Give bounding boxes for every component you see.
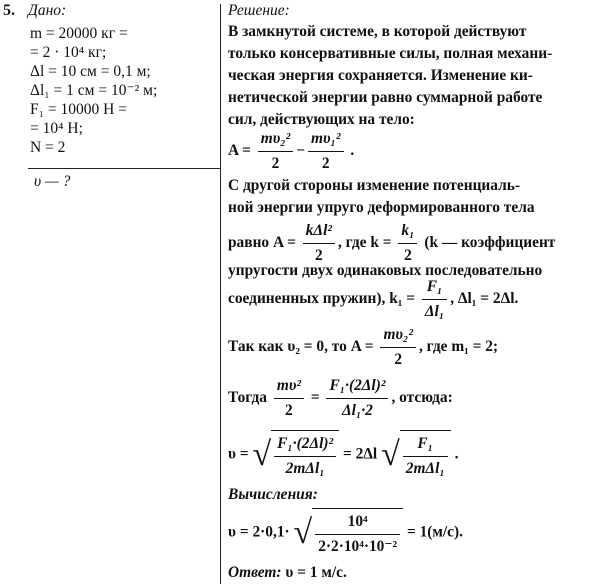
denominator: 2 [271,155,280,172]
radicand [271,430,339,480]
formula-work [228,128,354,175]
formula-text: , где k = [337,234,392,252]
fraction [403,433,448,480]
fraction [315,511,400,558]
given-line: Δl = 10 см = 0,1 м; [30,63,151,80]
formula-text: (k — коэффициент [424,234,556,252]
formula-text: . [350,142,355,160]
formula-text: − [296,142,306,160]
formula-text: = [310,389,320,407]
formula-text: Тогда [228,389,267,407]
formula-text: равно A = [228,234,296,252]
numerator: F₁·(2Δl)² [274,433,336,457]
text-line: упругости двух одинаковых последовательно [228,262,543,279]
denominator: 2mΔl₁ [285,460,325,477]
numerator: kΔl² [303,220,335,244]
text-line: С другой стороны изменение потенциаль- [228,177,521,194]
fraction [422,276,447,323]
formula-text: = 1(м/с). [406,523,463,541]
numerator: mυ₂² [380,324,416,348]
sqrt-icon: √ [381,436,400,473]
text-line: только консервативные силы, полная механи- [228,45,553,62]
formula-v2-zero [228,324,498,371]
unknown-label: υ — ? [34,173,71,190]
denominator: 2 [321,155,330,172]
fraction [326,375,388,422]
paragraph-2 [228,175,535,219]
given-line: = 10⁴ Н; [30,120,83,137]
text-line: ной энергии упруго деформированного тела [228,199,535,216]
text-line: В замкнутой системе, в которой действуют [228,23,527,40]
problem-number: 5. [3,2,15,19]
formula-text: . [454,445,459,463]
formula-text: Так как υ₂ = 0, то A = [228,338,374,356]
numerator: F₁ [403,433,448,457]
denominator: Δl₁ [424,303,445,320]
radicand [312,508,403,558]
given-list [30,24,157,157]
formula-text: A = [228,142,251,160]
fraction [274,375,304,422]
paragraph-1 [228,21,552,131]
formula-calc [228,508,463,558]
denominator: 2mΔl₁ [405,460,445,477]
column-divider [220,4,221,584]
formula-text: = 2Δl [342,445,378,463]
numerator: mυ₁² [308,128,344,152]
numerator: k₁ [398,220,417,244]
text-line: нетической энергии равно суммарной работе [228,89,543,106]
given-line: Δl₁ = 1 см = 10⁻² м; [30,82,158,99]
given-heading: Дано: [28,2,67,19]
denominator: 2·2·10⁴·10⁻² [318,538,398,555]
numerator: mυ² [274,375,304,399]
given-line: F₁ = 10000 Н = [30,101,127,118]
radicand [400,430,451,480]
calc-heading: Вычисления: [228,486,318,503]
numerator: 10⁴ [315,511,400,535]
sqrt-icon: √ [293,514,313,551]
denominator: 2 [315,247,323,264]
formula-text: , Δl₁ = 2Δl. [450,290,519,308]
fraction [274,433,336,480]
numerator: mυ₂² [258,128,294,152]
denominator: 2 [404,247,412,264]
fraction [308,128,344,175]
formula-text: , где m₁ = 2; [418,338,499,356]
numerator: F₁ [422,276,447,300]
formula-velocity [228,430,458,480]
formula-text: υ = [228,445,249,463]
formula-k1 [228,276,518,323]
fraction [380,324,416,371]
text-line: сил, действующих на тело: [228,111,415,128]
sqrt-icon: √ [252,436,272,473]
numerator: F₁·(2Δl)² [326,375,388,399]
solution-heading: Решение: [228,2,290,19]
formula-text: , отсюда: [391,389,453,407]
given-line: = 2 · 10⁴ кг; [30,44,107,61]
formula-text: соединенных пружин), k₁ = [228,290,416,308]
answer-line [228,562,347,584]
denominator: 2 [285,402,293,419]
formula-text: υ = 2·0,1· [228,523,290,541]
given-divider [28,168,220,169]
given-line: m = 20000 кг = [30,25,128,42]
given-line: N = 2 [30,139,66,156]
answer-label: Ответ: [228,564,282,581]
formula-togda [228,375,453,422]
answer-value: υ = 1 м/с. [285,564,347,581]
text-line: ческая энергия сохраняется. Изменение ки- [228,67,533,84]
fraction [258,128,294,175]
denominator: Δl₁·2 [342,402,373,419]
denominator: 2 [394,351,403,368]
